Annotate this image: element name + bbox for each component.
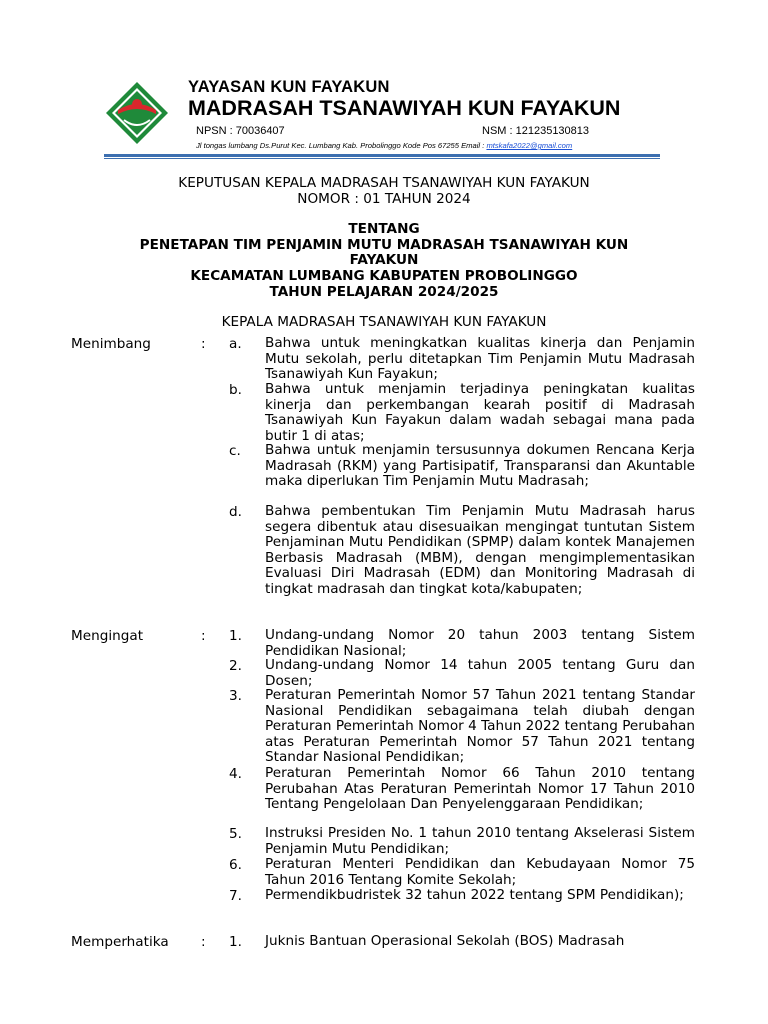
decree-issuer: KEPALA MADRASAH TSANAWIYAH KUN FAYAKUN (221, 314, 547, 330)
email-link[interactable]: mtskafa2022@gmail.com (486, 141, 573, 150)
mengingat-item-text: Peraturan Menteri Pendidikan dan Kebudayaan Nomor 75 Tahun 2016 Tentang Komite Sekolah; (265, 856, 695, 888)
memperhatikan-label: Memperhatika (71, 934, 169, 950)
mengingat-item-marker: 4. (229, 766, 242, 782)
decree-subject-line1: PENETAPAN TIM PENJAMIN MUTU MADRASAH TSANAWIYAH KUN (139, 237, 629, 253)
menimbang-item-marker: d. (229, 504, 242, 520)
memperhatikan-colon: : (201, 934, 206, 950)
decree-subject-line4: TAHUN PELAJARAN 2024/2025 (269, 284, 499, 300)
foundation-name: YAYASAN KUN FAYAKUN (188, 78, 390, 96)
menimbang-item-text: Bahwa untuk menjamin terjadinya peningkatan kualitas kinerja dan perkembangan kearah positif di Madrasah Tsanawiyah Kun Fayakun dalam wadah sebagai mana pada butir 1 di atas; (265, 381, 695, 444)
mengingat-item-text: Peraturan Pemerintah Nomor 66 Tahun 2010 tentang Perubahan Atas Peraturan Pemerintah Nomor 17 Tahun 2010 Tentang Pengelolaan Dan Penyelenggaraan Pendidikan; (265, 765, 695, 813)
menimbang-colon: : (201, 336, 206, 352)
mengingat-item-text: Permendikbudristek 32 tahun 2022 tentang SPM Pendidikan); (265, 887, 684, 903)
decree-title: KEPUTUSAN KEPALA MADRASAH TSANAWIYAH KUN FAYAKUN (178, 175, 590, 191)
mengingat-item-marker: 5. (229, 826, 242, 842)
menimbang-item-marker: a. (229, 336, 242, 352)
decree-subject-line3: KECAMATAN LUMBANG KABUPATEN PROBOLINGGO (190, 268, 578, 284)
mengingat-item-marker: 3. (229, 688, 242, 704)
decree-number: NOMOR : 01 TAHUN 2024 (297, 191, 471, 207)
mengingat-colon: : (201, 628, 206, 644)
menimbang-label: Menimbang (71, 336, 151, 352)
decree-subject-line2: FAYAKUN (349, 252, 419, 268)
letterhead (104, 74, 664, 164)
menimbang-item-marker: b. (229, 382, 242, 398)
decree-about: TENTANG (348, 221, 420, 237)
mengingat-item-marker: 1. (229, 628, 242, 644)
school-logo-icon (104, 80, 170, 146)
mengingat-item-marker: 2. (229, 658, 242, 674)
menimbang-item-text: Bahwa untuk meningkatkan kualitas kinerja dan Penjamin Mutu sekolah, perlu ditetapkan Tim Penjamin Mutu Madrasah Tsanawiyah Kun Fayakun; (265, 335, 695, 383)
mengingat-item-text: Undang-undang Nomor 20 tahun 2003 tentang Sistem Pendidikan Nasional; (265, 627, 695, 659)
letterhead-rule-thick (104, 154, 660, 157)
mengingat-item-text: Instruksi Presiden No. 1 tahun 2010 tentang Akselerasi Sistem Penjamin Mutu Pendidikan; (265, 825, 695, 857)
nsm-number: NSM : 121235130813 (482, 125, 590, 137)
mengingat-item-text: Peraturan Pemerintah Nomor 57 Tahun 2021 tentang Standar Nasional Pendidikan sebagaimana telah diubah dengan Peraturan Pemerintah Nomor 4 Tahun 2022 tentang Perubahan atas Peraturan Pemerintah Nomor 57 Tahun 2021 tentang Standar Nasional Pendidikan; (265, 687, 695, 766)
school-address (196, 141, 572, 150)
menimbang-item-text: Bahwa pembentukan Tim Penjamin Mutu Madrasah harus segera dibentuk atau disesuaikan mengingat tuntutan Sistem Penjaminan Mutu Pendidikan (SPMP) dalam kontek Manajemen Berbasis Madrasah (MBM), dengan mengimplementasikan Evaluasi Diri Madrasah (EDM) dan Monitoring Madrasah di tingkat madrasah dan tingkat kota/kabupaten; (265, 503, 695, 597)
npsn-number: NPSN : 70036407 (196, 125, 285, 137)
menimbang-item-marker: c. (229, 443, 241, 459)
letterhead-rule-thin (104, 158, 660, 159)
mengingat-item-marker: 7. (229, 888, 242, 904)
memperhatikan-item-marker: 1. (229, 934, 242, 950)
memperhatikan-item-text: Juknis Bantuan Operasional Sekolah (BOS) Madrasah (265, 933, 625, 949)
school-name: MADRASAH TSANAWIYAH KUN FAYAKUN (188, 96, 621, 120)
mengingat-item-marker: 6. (229, 857, 242, 873)
mengingat-label: Mengingat (71, 628, 144, 644)
mengingat-item-text: Undang-undang Nomor 14 tahun 2005 tentang Guru dan Dosen; (265, 657, 695, 689)
menimbang-item-text: Bahwa untuk menjamin tersusunnya dokumen Rencana Kerja Madrasah (RKM) yang Partisipatif, Transparansi dan Akuntable maka diperlukan Tim Penjamin Mutu Madrasah; (265, 442, 695, 490)
address-text: Jl tongas lumbang Ds.Purut Kec. Lumbang Kab. Probolinggo Kode Pos 67255 Email : (196, 141, 487, 150)
